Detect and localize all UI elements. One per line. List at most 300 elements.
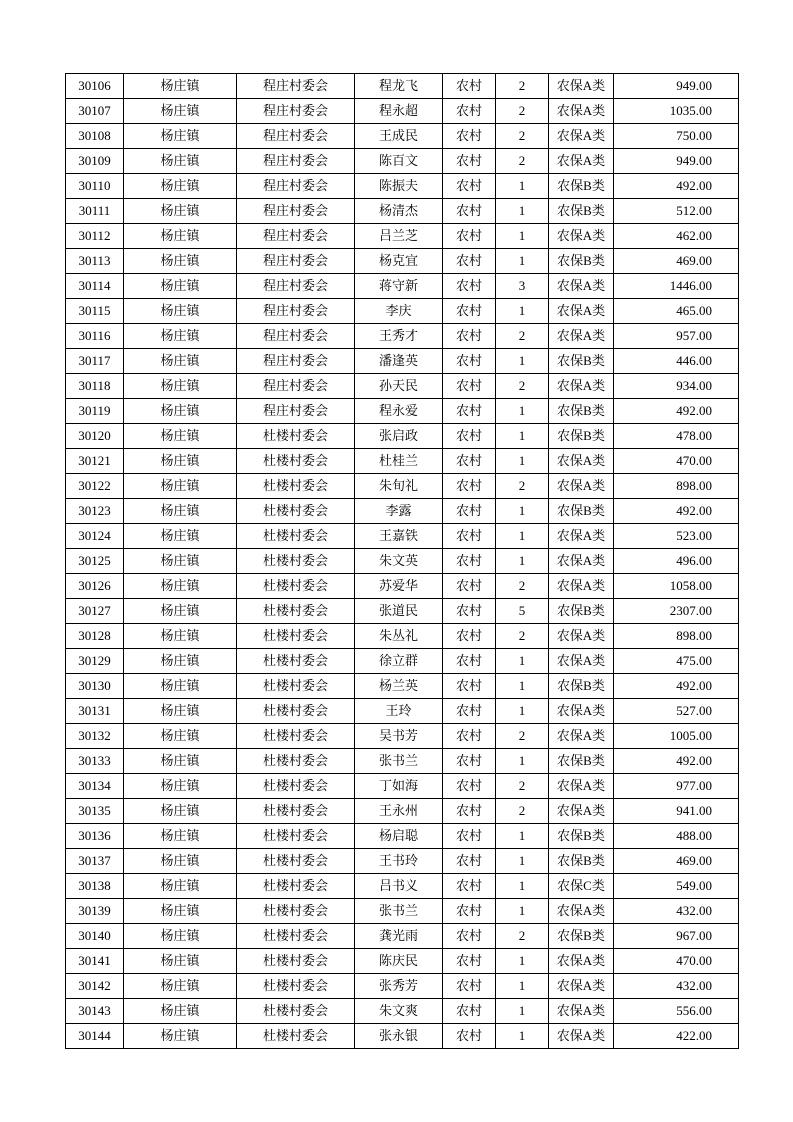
cell-id: 30109 xyxy=(66,149,124,174)
cell-count: 1 xyxy=(496,399,549,424)
cell-amount: 492.00 xyxy=(614,399,739,424)
cell-amount: 469.00 xyxy=(614,849,739,874)
cell-id: 30131 xyxy=(66,699,124,724)
table-row xyxy=(66,999,739,1024)
cell-name: 张启政 xyxy=(355,424,443,449)
cell-category: 农保A类 xyxy=(549,474,614,499)
table-row xyxy=(66,499,739,524)
cell-id: 30134 xyxy=(66,774,124,799)
cell-amount: 1005.00 xyxy=(614,724,739,749)
cell-category: 农保A类 xyxy=(549,949,614,974)
cell-count: 5 xyxy=(496,599,549,624)
cell-type: 农村 xyxy=(443,224,496,249)
cell-name: 龚光雨 xyxy=(355,924,443,949)
cell-name: 朱旬礼 xyxy=(355,474,443,499)
cell-village: 杜楼村委会 xyxy=(237,799,355,824)
cell-town: 杨庄镇 xyxy=(124,974,237,999)
cell-amount: 898.00 xyxy=(614,474,739,499)
cell-count: 2 xyxy=(496,624,549,649)
cell-type: 农村 xyxy=(443,899,496,924)
cell-id: 30119 xyxy=(66,399,124,424)
cell-town: 杨庄镇 xyxy=(124,224,237,249)
cell-count: 1 xyxy=(496,299,549,324)
cell-count: 1 xyxy=(496,449,549,474)
cell-village: 程庄村委会 xyxy=(237,374,355,399)
table-row xyxy=(66,224,739,249)
cell-amount: 1035.00 xyxy=(614,99,739,124)
cell-type: 农村 xyxy=(443,774,496,799)
cell-town: 杨庄镇 xyxy=(124,499,237,524)
table-row xyxy=(66,699,739,724)
cell-count: 2 xyxy=(496,99,549,124)
cell-type: 农村 xyxy=(443,99,496,124)
cell-town: 杨庄镇 xyxy=(124,899,237,924)
cell-village: 杜楼村委会 xyxy=(237,624,355,649)
cell-name: 丁如海 xyxy=(355,774,443,799)
cell-town: 杨庄镇 xyxy=(124,524,237,549)
cell-count: 3 xyxy=(496,274,549,299)
cell-category: 农保A类 xyxy=(549,999,614,1024)
table-row xyxy=(66,299,739,324)
cell-id: 30113 xyxy=(66,249,124,274)
cell-amount: 556.00 xyxy=(614,999,739,1024)
cell-name: 程永爱 xyxy=(355,399,443,424)
cell-amount: 470.00 xyxy=(614,449,739,474)
cell-category: 农保A类 xyxy=(549,374,614,399)
table-row xyxy=(66,274,739,299)
cell-name: 陈百文 xyxy=(355,149,443,174)
table-row xyxy=(66,549,739,574)
cell-amount: 2307.00 xyxy=(614,599,739,624)
cell-town: 杨庄镇 xyxy=(124,124,237,149)
cell-category: 农保B类 xyxy=(549,249,614,274)
cell-id: 30123 xyxy=(66,499,124,524)
cell-village: 杜楼村委会 xyxy=(237,724,355,749)
cell-name: 王书玲 xyxy=(355,849,443,874)
cell-id: 30107 xyxy=(66,99,124,124)
cell-town: 杨庄镇 xyxy=(124,199,237,224)
cell-amount: 949.00 xyxy=(614,149,739,174)
cell-category: 农保B类 xyxy=(549,599,614,624)
cell-type: 农村 xyxy=(443,524,496,549)
cell-category: 农保A类 xyxy=(549,299,614,324)
cell-type: 农村 xyxy=(443,974,496,999)
cell-type: 农村 xyxy=(443,824,496,849)
cell-village: 程庄村委会 xyxy=(237,324,355,349)
cell-id: 30116 xyxy=(66,324,124,349)
cell-town: 杨庄镇 xyxy=(124,749,237,774)
cell-village: 杜楼村委会 xyxy=(237,449,355,474)
cell-type: 农村 xyxy=(443,299,496,324)
cell-category: 农保B类 xyxy=(549,824,614,849)
cell-id: 30126 xyxy=(66,574,124,599)
cell-name: 张书兰 xyxy=(355,899,443,924)
cell-category: 农保A类 xyxy=(549,774,614,799)
cell-town: 杨庄镇 xyxy=(124,549,237,574)
cell-town: 杨庄镇 xyxy=(124,274,237,299)
cell-count: 2 xyxy=(496,374,549,399)
cell-type: 农村 xyxy=(443,349,496,374)
cell-amount: 422.00 xyxy=(614,1024,739,1049)
cell-name: 杨清杰 xyxy=(355,199,443,224)
cell-count: 1 xyxy=(496,549,549,574)
cell-id: 30140 xyxy=(66,924,124,949)
cell-count: 1 xyxy=(496,899,549,924)
cell-name: 潘逢英 xyxy=(355,349,443,374)
cell-count: 1 xyxy=(496,949,549,974)
cell-amount: 492.00 xyxy=(614,174,739,199)
cell-town: 杨庄镇 xyxy=(124,324,237,349)
cell-name: 李露 xyxy=(355,499,443,524)
cell-id: 30136 xyxy=(66,824,124,849)
cell-type: 农村 xyxy=(443,799,496,824)
cell-amount: 496.00 xyxy=(614,549,739,574)
cell-town: 杨庄镇 xyxy=(124,599,237,624)
cell-type: 农村 xyxy=(443,549,496,574)
cell-village: 杜楼村委会 xyxy=(237,874,355,899)
cell-town: 杨庄镇 xyxy=(124,649,237,674)
cell-count: 2 xyxy=(496,724,549,749)
cell-name: 程永超 xyxy=(355,99,443,124)
cell-type: 农村 xyxy=(443,499,496,524)
cell-name: 杨启聪 xyxy=(355,824,443,849)
cell-town: 杨庄镇 xyxy=(124,824,237,849)
cell-count: 2 xyxy=(496,124,549,149)
cell-village: 程庄村委会 xyxy=(237,74,355,99)
cell-id: 30141 xyxy=(66,949,124,974)
table-row xyxy=(66,599,739,624)
cell-town: 杨庄镇 xyxy=(124,774,237,799)
cell-village: 杜楼村委会 xyxy=(237,699,355,724)
cell-name: 王嘉铁 xyxy=(355,524,443,549)
cell-type: 农村 xyxy=(443,424,496,449)
cell-name: 王秀才 xyxy=(355,324,443,349)
cell-id: 30133 xyxy=(66,749,124,774)
cell-name: 吕书义 xyxy=(355,874,443,899)
cell-village: 程庄村委会 xyxy=(237,99,355,124)
cell-type: 农村 xyxy=(443,199,496,224)
table-row xyxy=(66,899,739,924)
cell-id: 30111 xyxy=(66,199,124,224)
cell-amount: 1446.00 xyxy=(614,274,739,299)
cell-id: 30139 xyxy=(66,899,124,924)
table-row xyxy=(66,674,739,699)
table-row xyxy=(66,1024,739,1049)
cell-category: 农保A类 xyxy=(549,699,614,724)
cell-village: 杜楼村委会 xyxy=(237,599,355,624)
cell-village: 程庄村委会 xyxy=(237,299,355,324)
cell-count: 2 xyxy=(496,574,549,599)
cell-name: 孙天民 xyxy=(355,374,443,399)
cell-count: 2 xyxy=(496,149,549,174)
table-row xyxy=(66,924,739,949)
cell-amount: 527.00 xyxy=(614,699,739,724)
cell-category: 农保A类 xyxy=(549,124,614,149)
cell-type: 农村 xyxy=(443,949,496,974)
cell-village: 杜楼村委会 xyxy=(237,749,355,774)
cell-category: 农保A类 xyxy=(549,574,614,599)
cell-type: 农村 xyxy=(443,324,496,349)
cell-count: 1 xyxy=(496,824,549,849)
cell-id: 30106 xyxy=(66,74,124,99)
cell-type: 农村 xyxy=(443,449,496,474)
table-row xyxy=(66,249,739,274)
cell-town: 杨庄镇 xyxy=(124,299,237,324)
table-row xyxy=(66,199,739,224)
cell-category: 农保A类 xyxy=(549,99,614,124)
cell-type: 农村 xyxy=(443,174,496,199)
table-row xyxy=(66,774,739,799)
cell-count: 1 xyxy=(496,224,549,249)
cell-amount: 462.00 xyxy=(614,224,739,249)
cell-category: 农保B类 xyxy=(549,499,614,524)
cell-name: 苏爱华 xyxy=(355,574,443,599)
cell-type: 农村 xyxy=(443,749,496,774)
cell-village: 杜楼村委会 xyxy=(237,499,355,524)
cell-town: 杨庄镇 xyxy=(124,849,237,874)
table-row xyxy=(66,949,739,974)
cell-count: 1 xyxy=(496,849,549,874)
cell-village: 程庄村委会 xyxy=(237,349,355,374)
cell-name: 杨兰英 xyxy=(355,674,443,699)
cell-id: 30121 xyxy=(66,449,124,474)
table-row xyxy=(66,174,739,199)
cell-name: 张书兰 xyxy=(355,749,443,774)
cell-type: 农村 xyxy=(443,149,496,174)
cell-count: 1 xyxy=(496,999,549,1024)
cell-id: 30127 xyxy=(66,599,124,624)
cell-town: 杨庄镇 xyxy=(124,1024,237,1049)
cell-count: 1 xyxy=(496,349,549,374)
cell-category: 农保A类 xyxy=(549,624,614,649)
cell-category: 农保A类 xyxy=(549,649,614,674)
cell-amount: 967.00 xyxy=(614,924,739,949)
cell-type: 农村 xyxy=(443,124,496,149)
cell-name: 吕兰芝 xyxy=(355,224,443,249)
table-row xyxy=(66,349,739,374)
cell-village: 杜楼村委会 xyxy=(237,999,355,1024)
cell-village: 杜楼村委会 xyxy=(237,649,355,674)
cell-town: 杨庄镇 xyxy=(124,74,237,99)
cell-type: 农村 xyxy=(443,924,496,949)
cell-category: 农保B类 xyxy=(549,424,614,449)
cell-amount: 432.00 xyxy=(614,974,739,999)
cell-village: 杜楼村委会 xyxy=(237,924,355,949)
cell-type: 农村 xyxy=(443,474,496,499)
cell-count: 2 xyxy=(496,324,549,349)
cell-id: 30132 xyxy=(66,724,124,749)
cell-town: 杨庄镇 xyxy=(124,949,237,974)
cell-village: 杜楼村委会 xyxy=(237,474,355,499)
cell-name: 王成民 xyxy=(355,124,443,149)
cell-town: 杨庄镇 xyxy=(124,174,237,199)
cell-count: 1 xyxy=(496,249,549,274)
cell-amount: 465.00 xyxy=(614,299,739,324)
cell-amount: 949.00 xyxy=(614,74,739,99)
cell-count: 2 xyxy=(496,74,549,99)
cell-town: 杨庄镇 xyxy=(124,624,237,649)
cell-village: 杜楼村委会 xyxy=(237,574,355,599)
cell-amount: 977.00 xyxy=(614,774,739,799)
cell-category: 农保B类 xyxy=(549,849,614,874)
cell-id: 30122 xyxy=(66,474,124,499)
cell-town: 杨庄镇 xyxy=(124,799,237,824)
cell-village: 程庄村委会 xyxy=(237,149,355,174)
cell-type: 农村 xyxy=(443,874,496,899)
cell-amount: 512.00 xyxy=(614,199,739,224)
cell-village: 程庄村委会 xyxy=(237,199,355,224)
cell-amount: 941.00 xyxy=(614,799,739,824)
table-row xyxy=(66,399,739,424)
cell-id: 30130 xyxy=(66,674,124,699)
table-row xyxy=(66,799,739,824)
cell-category: 农保A类 xyxy=(549,799,614,824)
table-row xyxy=(66,649,739,674)
cell-amount: 750.00 xyxy=(614,124,739,149)
cell-village: 杜楼村委会 xyxy=(237,674,355,699)
cell-count: 1 xyxy=(496,199,549,224)
cell-village: 杜楼村委会 xyxy=(237,549,355,574)
cell-type: 农村 xyxy=(443,74,496,99)
cell-type: 农村 xyxy=(443,399,496,424)
cell-village: 杜楼村委会 xyxy=(237,849,355,874)
cell-id: 30120 xyxy=(66,424,124,449)
cell-type: 农村 xyxy=(443,1024,496,1049)
table-row xyxy=(66,99,739,124)
table-row xyxy=(66,724,739,749)
cell-amount: 475.00 xyxy=(614,649,739,674)
cell-category: 农保A类 xyxy=(549,274,614,299)
cell-village: 杜楼村委会 xyxy=(237,424,355,449)
cell-id: 30115 xyxy=(66,299,124,324)
cell-category: 农保A类 xyxy=(549,524,614,549)
cell-amount: 492.00 xyxy=(614,749,739,774)
table-row xyxy=(66,974,739,999)
cell-town: 杨庄镇 xyxy=(124,924,237,949)
cell-id: 30143 xyxy=(66,999,124,1024)
cell-count: 2 xyxy=(496,774,549,799)
cell-town: 杨庄镇 xyxy=(124,424,237,449)
cell-town: 杨庄镇 xyxy=(124,999,237,1024)
cell-type: 农村 xyxy=(443,574,496,599)
table-row xyxy=(66,149,739,174)
table-row xyxy=(66,324,739,349)
cell-category: 农保A类 xyxy=(549,899,614,924)
cell-village: 程庄村委会 xyxy=(237,249,355,274)
cell-amount: 523.00 xyxy=(614,524,739,549)
cell-category: 农保B类 xyxy=(549,199,614,224)
cell-type: 农村 xyxy=(443,724,496,749)
cell-village: 杜楼村委会 xyxy=(237,974,355,999)
cell-amount: 549.00 xyxy=(614,874,739,899)
benefits-table xyxy=(65,73,739,1049)
cell-town: 杨庄镇 xyxy=(124,349,237,374)
cell-town: 杨庄镇 xyxy=(124,574,237,599)
cell-id: 30117 xyxy=(66,349,124,374)
cell-name: 陈振夫 xyxy=(355,174,443,199)
cell-category: 农保B类 xyxy=(549,399,614,424)
cell-amount: 488.00 xyxy=(614,824,739,849)
cell-amount: 934.00 xyxy=(614,374,739,399)
cell-id: 30112 xyxy=(66,224,124,249)
table-row xyxy=(66,374,739,399)
cell-type: 农村 xyxy=(443,849,496,874)
cell-name: 李庆 xyxy=(355,299,443,324)
cell-type: 农村 xyxy=(443,999,496,1024)
table-row xyxy=(66,474,739,499)
cell-name: 吴书芳 xyxy=(355,724,443,749)
cell-amount: 478.00 xyxy=(614,424,739,449)
cell-town: 杨庄镇 xyxy=(124,874,237,899)
cell-name: 蒋守新 xyxy=(355,274,443,299)
cell-name: 张永银 xyxy=(355,1024,443,1049)
cell-amount: 469.00 xyxy=(614,249,739,274)
table-row xyxy=(66,824,739,849)
cell-name: 徐立群 xyxy=(355,649,443,674)
cell-village: 程庄村委会 xyxy=(237,274,355,299)
cell-count: 1 xyxy=(496,424,549,449)
cell-amount: 470.00 xyxy=(614,949,739,974)
cell-category: 农保A类 xyxy=(549,974,614,999)
cell-name: 杨克宜 xyxy=(355,249,443,274)
cell-town: 杨庄镇 xyxy=(124,449,237,474)
cell-category: 农保B类 xyxy=(549,349,614,374)
cell-name: 朱文英 xyxy=(355,549,443,574)
cell-id: 30124 xyxy=(66,524,124,549)
cell-type: 农村 xyxy=(443,374,496,399)
cell-name: 张道民 xyxy=(355,599,443,624)
cell-category: 农保A类 xyxy=(549,149,614,174)
cell-name: 朱丛礼 xyxy=(355,624,443,649)
cell-amount: 446.00 xyxy=(614,349,739,374)
cell-count: 1 xyxy=(496,974,549,999)
table-row xyxy=(66,874,739,899)
cell-village: 杜楼村委会 xyxy=(237,1024,355,1049)
cell-name: 张秀芳 xyxy=(355,974,443,999)
table-row xyxy=(66,574,739,599)
cell-town: 杨庄镇 xyxy=(124,724,237,749)
cell-village: 程庄村委会 xyxy=(237,124,355,149)
cell-category: 农保A类 xyxy=(549,1024,614,1049)
table-row xyxy=(66,624,739,649)
cell-town: 杨庄镇 xyxy=(124,249,237,274)
cell-village: 杜楼村委会 xyxy=(237,949,355,974)
cell-category: 农保A类 xyxy=(549,549,614,574)
cell-amount: 492.00 xyxy=(614,499,739,524)
cell-town: 杨庄镇 xyxy=(124,699,237,724)
cell-id: 30125 xyxy=(66,549,124,574)
cell-id: 30108 xyxy=(66,124,124,149)
cell-id: 30138 xyxy=(66,874,124,899)
cell-name: 程龙飞 xyxy=(355,74,443,99)
cell-id: 30118 xyxy=(66,374,124,399)
cell-count: 2 xyxy=(496,924,549,949)
cell-name: 朱文爽 xyxy=(355,999,443,1024)
cell-id: 30110 xyxy=(66,174,124,199)
cell-id: 30129 xyxy=(66,649,124,674)
cell-village: 杜楼村委会 xyxy=(237,524,355,549)
cell-village: 程庄村委会 xyxy=(237,174,355,199)
cell-id: 30135 xyxy=(66,799,124,824)
table-row xyxy=(66,524,739,549)
cell-town: 杨庄镇 xyxy=(124,399,237,424)
cell-amount: 492.00 xyxy=(614,674,739,699)
cell-count: 1 xyxy=(496,1024,549,1049)
table-row xyxy=(66,424,739,449)
cell-town: 杨庄镇 xyxy=(124,99,237,124)
table-row xyxy=(66,749,739,774)
cell-count: 1 xyxy=(496,174,549,199)
